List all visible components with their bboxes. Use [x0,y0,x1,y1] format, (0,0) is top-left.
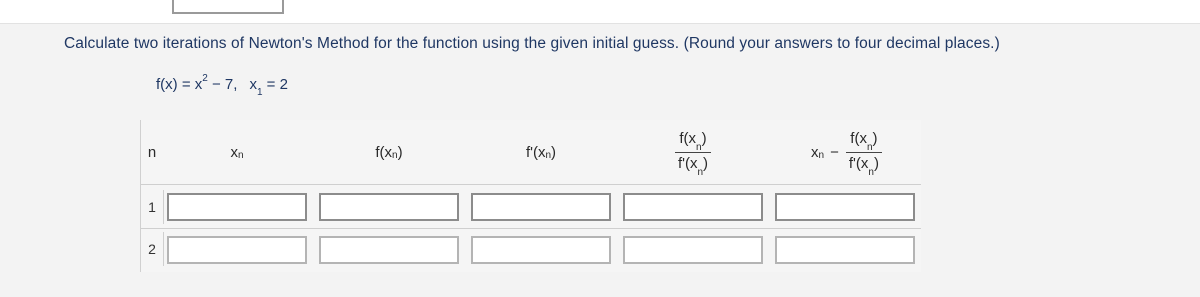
header-dfxn-sub: n [545,149,552,161]
row-1-xn-input[interactable] [167,193,307,221]
row-divider [141,228,921,229]
header-dfxn-post: ) [551,143,557,161]
header-fxn [319,120,459,184]
row-2-xn-input[interactable] [167,236,307,264]
header-xn [167,120,307,184]
row-divider [141,184,921,185]
next-x-sub: n [818,149,825,161]
row-1-fxn-input[interactable] [319,193,459,221]
function-expression: f(x) = x [156,76,203,93]
row-1-ratio-input[interactable] [623,193,763,221]
row-2-fxn-input[interactable] [319,236,459,264]
ratio-num-post: ) [701,129,707,147]
header-ratio [623,120,763,184]
row-2-dfxn-input[interactable] [471,236,611,264]
row-1-n-label: 1 [148,199,156,215]
previous-answer-box [172,0,284,14]
header-fxn-pre: f(x [375,143,393,161]
ratio-den-sub: n [697,166,704,178]
problem-instructions: Calculate two iterations of Newton's Method for the function using the given initial guess. (Round your answers to four decimal places.) [64,35,1000,52]
ratio-num-pre: f(x [679,129,697,147]
next-x-minus: − [830,143,839,161]
next-x-fraction [845,129,883,178]
initial-guess-value: = 2 [262,76,288,93]
question-panel [0,23,1200,297]
row-2-next-x-input[interactable] [775,236,915,264]
header-xn-sub: n [237,149,244,161]
next-den-post: ) [873,154,879,172]
function-exponent: 2 [202,73,208,84]
next-den-pre: f'(x [848,154,869,172]
function-constant: − 7, [207,76,238,93]
header-n-label: n [147,143,157,161]
row-2-ratio-input[interactable] [623,236,763,264]
row-1-n [141,190,164,224]
ratio-den-pre: f'(x [677,154,698,172]
next-num-sub: n [866,141,873,153]
header-next-x [773,120,921,184]
next-num-post: ) [872,129,878,147]
header-dfxn-pre: f'(x [525,143,546,161]
ratio-num-sub: n [696,141,702,153]
next-num-pre: f(x [850,129,867,147]
header-fxn-sub: n [392,149,398,161]
row-1-next-x-input[interactable] [775,193,915,221]
next-x-base: x [811,143,819,161]
header-n [141,120,163,184]
ratio-fraction [674,129,712,178]
row-2-n [141,232,164,266]
initial-guess-var: x [249,76,257,93]
row-2-n-label: 2 [148,241,156,257]
header-xn-base: x [230,143,238,161]
ratio-den-post: ) [703,154,709,172]
initial-guess-sub: 1 [256,87,263,98]
function-definition [156,75,288,96]
header-dfxn [471,120,611,184]
next-den-sub: n [868,166,874,178]
row-1-dfxn-input[interactable] [471,193,611,221]
newton-iteration-table [140,120,921,272]
header-fxn-post: ) [397,143,403,161]
